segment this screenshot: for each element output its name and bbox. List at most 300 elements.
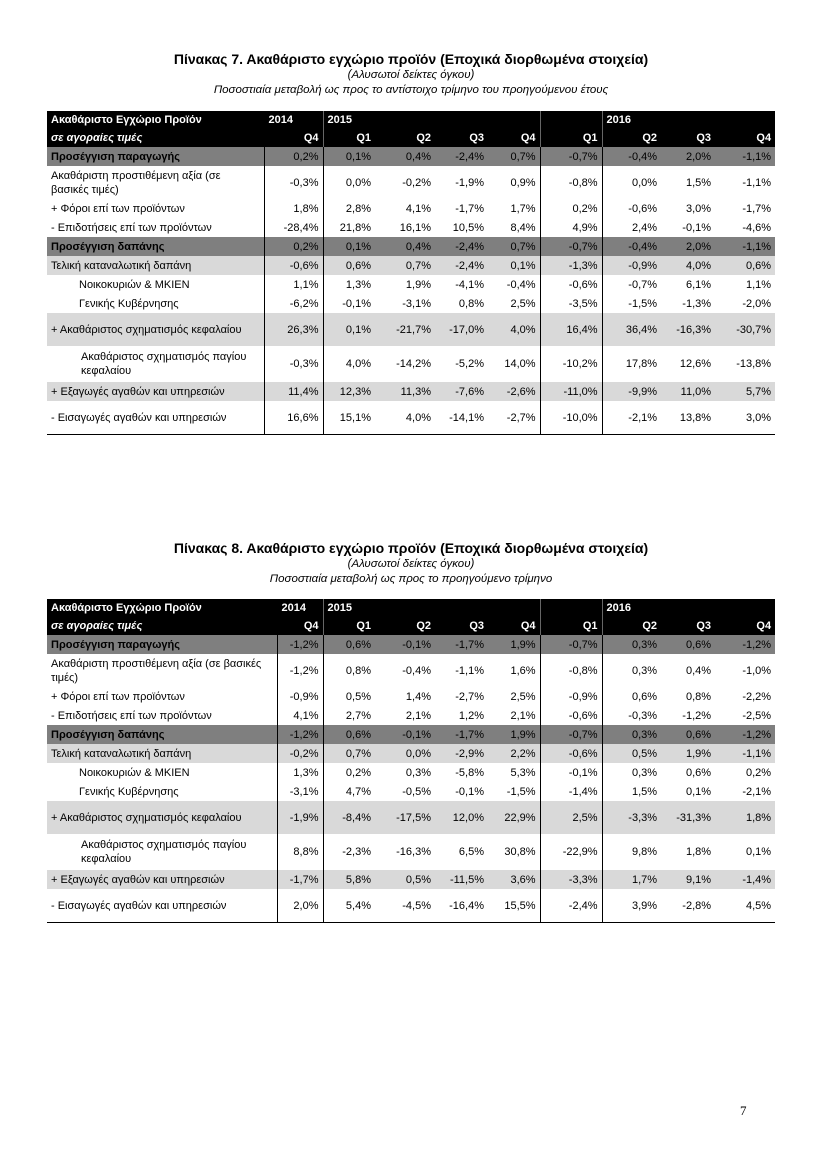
cell-value: 4,1% [375, 199, 435, 218]
cell-value: -5,8% [435, 763, 488, 782]
cell-value: 1,3% [323, 275, 375, 294]
cell-value: 6,1% [661, 275, 715, 294]
cell-value: 1,1% [715, 275, 775, 294]
header-row-years [47, 599, 775, 617]
cell-value: -3,3% [540, 870, 602, 889]
table-row-imports [47, 401, 775, 435]
cell-value: -0,8% [540, 166, 602, 199]
quarter-header: Q2 [602, 129, 661, 147]
cell-value: -2,2% [715, 687, 775, 706]
cell-value: -1,5% [488, 782, 540, 801]
cell-value: 0,7% [488, 147, 540, 166]
row-header-subtitle: σε αγοραίες τιμές [47, 129, 264, 147]
cell-value: 0,0% [375, 744, 435, 763]
cell-value: -0,6% [264, 256, 323, 275]
cell-value: 0,3% [602, 725, 661, 744]
table-8-subtitle-volume: (Αλυσωτοί δείκτες όγκου) [347, 558, 475, 570]
cell-value: 4,5% [715, 889, 775, 923]
cell-value: -2,1% [602, 401, 661, 435]
cell-value: -1,7% [277, 870, 323, 889]
cell-value: -2,8% [661, 889, 715, 923]
cell-value: 1,1% [264, 275, 323, 294]
cell-value: -10,2% [540, 346, 602, 382]
cell-value: 0,8% [661, 687, 715, 706]
cell-value: 0,4% [375, 147, 435, 166]
row-label: Τελική καταναλωτική δαπάνη [47, 744, 277, 763]
table-row-gross-capital-formation [47, 313, 775, 346]
cell-value: -1,2% [715, 635, 775, 654]
table-row-gross-fixed-capital-formation [47, 346, 775, 382]
quarter-header: Q1 [540, 129, 602, 147]
cell-value: 0,5% [375, 870, 435, 889]
cell-value: 4,0% [323, 346, 375, 382]
cell-value: 0,4% [375, 237, 435, 256]
cell-value: -11,0% [540, 382, 602, 401]
header-row-quarters [47, 129, 775, 147]
cell-value: -3,5% [540, 294, 602, 313]
table-8-section [47, 539, 775, 923]
cell-value: 0,5% [323, 687, 375, 706]
cell-value: -0,2% [277, 744, 323, 763]
cell-value: -1,2% [277, 635, 323, 654]
cell-value: -2,3% [323, 834, 375, 870]
cell-value: -0,1% [375, 635, 435, 654]
cell-value: -0,3% [264, 166, 323, 199]
cell-value: 5,4% [323, 889, 375, 923]
table-7-subtitle-volume: (Αλυσωτοί δείκτες όγκου) [347, 69, 475, 81]
cell-value: 0,0% [602, 166, 661, 199]
quarter-header: Q1 [323, 129, 375, 147]
cell-value: 0,1% [715, 834, 775, 870]
cell-value: -21,7% [375, 313, 435, 346]
cell-value: -0,9% [602, 256, 661, 275]
cell-value: -17,5% [375, 801, 435, 834]
cell-value: 3,9% [602, 889, 661, 923]
cell-value: 2,0% [277, 889, 323, 923]
cell-value: 30,8% [488, 834, 540, 870]
table-row-taxes-on-products [47, 687, 775, 706]
cell-value: -9,9% [602, 382, 661, 401]
cell-value: 0,1% [661, 782, 715, 801]
cell-value: -1,1% [715, 237, 775, 256]
cell-value: 1,8% [264, 199, 323, 218]
cell-value: -1,9% [435, 166, 488, 199]
row-label: Προσέγγιση δαπάνης [47, 725, 277, 744]
table-row-exports [47, 870, 775, 889]
row-label: - Εισαγωγές αγαθών και υπηρεσιών [47, 401, 264, 435]
cell-value: -2,4% [435, 237, 488, 256]
cell-value: 0,7% [375, 256, 435, 275]
row-label: Ακαθάριστος σχηματισμός παγίου κεφαλαίου [47, 834, 277, 870]
cell-value: -0,4% [488, 275, 540, 294]
cell-value: -0,1% [540, 763, 602, 782]
table-7-title: Πίνακας 7. Ακαθάριστο εγχώριο προϊόν (Εποχικά διορθωμένα στοιχεία) [173, 51, 649, 67]
row-label: + Ακαθάριστος σχηματισμός κεφαλαίου [47, 313, 264, 346]
cell-value: -17,0% [435, 313, 488, 346]
cell-value: 0,2% [264, 147, 323, 166]
cell-value: 0,6% [661, 725, 715, 744]
cell-value: -2,7% [488, 401, 540, 435]
cell-value: 1,9% [375, 275, 435, 294]
table-row-final-consumption [47, 744, 775, 763]
cell-value: -2,4% [540, 889, 602, 923]
cell-value: 4,0% [375, 401, 435, 435]
cell-value: 0,7% [488, 237, 540, 256]
cell-value: -5,2% [435, 346, 488, 382]
row-label: Νοικοκυριών & ΜΚΙΕΝ [47, 275, 264, 294]
cell-value: 1,8% [715, 801, 775, 834]
table-8 [47, 599, 775, 923]
cell-value: 2,5% [540, 801, 602, 834]
cell-value: 0,6% [661, 635, 715, 654]
cell-value: -0,4% [602, 237, 661, 256]
cell-value: 2,7% [323, 706, 375, 725]
cell-value: 0,6% [715, 256, 775, 275]
cell-value: 2,0% [661, 237, 715, 256]
cell-value: -1,2% [661, 706, 715, 725]
row-label: Ακαθάριστη προστιθέμενη αξία (σε βασικές τιμές) [47, 654, 277, 687]
cell-value: 0,3% [375, 763, 435, 782]
year-2014: 2014 [277, 599, 323, 617]
cell-value: 0,1% [488, 256, 540, 275]
row-label: Γενικής Κυβέρνησης [47, 782, 277, 801]
cell-value: -0,7% [540, 237, 602, 256]
cell-value: 1,8% [661, 834, 715, 870]
cell-value: 0,3% [602, 763, 661, 782]
cell-value: 5,8% [323, 870, 375, 889]
cell-value: -0,9% [277, 687, 323, 706]
cell-value: -0,7% [540, 635, 602, 654]
cell-value: -2,4% [435, 256, 488, 275]
cell-value: 4,1% [277, 706, 323, 725]
cell-value: -0,4% [602, 147, 661, 166]
cell-value: 9,8% [602, 834, 661, 870]
cell-value: -1,3% [661, 294, 715, 313]
quarter-header: Q4 [488, 617, 540, 635]
cell-value: -4,1% [435, 275, 488, 294]
row-label: - Επιδοτήσεις επί των προϊόντων [47, 706, 277, 725]
cell-value: -1,7% [435, 199, 488, 218]
cell-value: -2,0% [715, 294, 775, 313]
year-2016-spacer [540, 599, 602, 617]
table-row-subsidies-on-products [47, 218, 775, 237]
cell-value: 5,3% [488, 763, 540, 782]
quarter-header: Q2 [375, 617, 435, 635]
table-7-section [47, 50, 775, 435]
table-row-households-npish [47, 763, 775, 782]
table-row-gross-value-added [47, 654, 775, 687]
cell-value: -1,0% [715, 654, 775, 687]
cell-value: -6,2% [264, 294, 323, 313]
cell-value: 6,5% [435, 834, 488, 870]
cell-value: -1,2% [277, 725, 323, 744]
table-row-imports [47, 889, 775, 923]
header-row-years [47, 111, 775, 129]
cell-value: 2,1% [488, 706, 540, 725]
cell-value: -14,2% [375, 346, 435, 382]
cell-value: 1,5% [602, 782, 661, 801]
cell-value: -1,2% [715, 725, 775, 744]
cell-value: 0,6% [323, 725, 375, 744]
cell-value: -14,1% [435, 401, 488, 435]
cell-value: 0,4% [661, 654, 715, 687]
quarter-header: Q4 [277, 617, 323, 635]
cell-value: 9,1% [661, 870, 715, 889]
table-8-title: Πίνακας 8. Ακαθάριστο εγχώριο προϊόν (Εποχικά διορθωμένα στοιχεία) [173, 540, 649, 556]
cell-value: 1,9% [661, 744, 715, 763]
cell-value: -1,7% [435, 725, 488, 744]
quarter-header: Q2 [375, 129, 435, 147]
cell-value: 2,5% [488, 687, 540, 706]
cell-value: 3,0% [661, 199, 715, 218]
table-7 [47, 111, 775, 435]
quarter-header: Q1 [323, 617, 375, 635]
cell-value: -13,8% [715, 346, 775, 382]
table-row-general-government [47, 294, 775, 313]
table-8-subtitle-change: Ποσοστιαία μεταβολή ως προς το προηγούμενο τρίμηνο [269, 573, 553, 585]
cell-value: -1,1% [715, 744, 775, 763]
table-row-households-npish [47, 275, 775, 294]
cell-value: -16,4% [435, 889, 488, 923]
cell-value: 4,7% [323, 782, 375, 801]
cell-value: 16,1% [375, 218, 435, 237]
cell-value: 3,6% [488, 870, 540, 889]
cell-value: -28,4% [264, 218, 323, 237]
cell-value: 2,5% [488, 294, 540, 313]
cell-value: -0,1% [661, 218, 715, 237]
cell-value: -0,9% [540, 687, 602, 706]
cell-value: -2,4% [435, 147, 488, 166]
cell-value: 2,8% [323, 199, 375, 218]
cell-value: -0,6% [540, 275, 602, 294]
cell-value: 14,0% [488, 346, 540, 382]
cell-value: 0,2% [323, 763, 375, 782]
year-2015: 2015 [323, 599, 540, 617]
cell-value: -1,9% [277, 801, 323, 834]
cell-value: 4,0% [488, 313, 540, 346]
cell-value: 0,6% [323, 635, 375, 654]
cell-value: -0,1% [375, 725, 435, 744]
row-label: Τελική καταναλωτική δαπάνη [47, 256, 264, 275]
cell-value: 10,5% [435, 218, 488, 237]
cell-value: 1,7% [602, 870, 661, 889]
cell-value: 0,8% [435, 294, 488, 313]
row-label: - Επιδοτήσεις επί των προϊόντων [47, 218, 264, 237]
quarter-header: Q4 [715, 617, 775, 635]
cell-value: 11,0% [661, 382, 715, 401]
cell-value: 0,7% [323, 744, 375, 763]
row-label: Προσέγγιση παραγωγής [47, 635, 277, 654]
cell-value: 8,4% [488, 218, 540, 237]
cell-value: 0,1% [323, 147, 375, 166]
quarter-header: Q3 [661, 129, 715, 147]
cell-value: 12,3% [323, 382, 375, 401]
cell-value: -2,5% [715, 706, 775, 725]
cell-value: -7,6% [435, 382, 488, 401]
cell-value: 17,8% [602, 346, 661, 382]
cell-value: -1,1% [715, 147, 775, 166]
cell-value: -0,5% [375, 782, 435, 801]
cell-value: 8,8% [277, 834, 323, 870]
row-label: + Εξαγωγές αγαθών και υπηρεσιών [47, 382, 264, 401]
table-row-taxes-on-products [47, 199, 775, 218]
table-row-production-approach [47, 147, 775, 166]
cell-value: -1,5% [602, 294, 661, 313]
cell-value: 16,6% [264, 401, 323, 435]
year-2014: 2014 [264, 111, 323, 129]
year-2015: 2015 [323, 111, 540, 129]
cell-value: 0,1% [323, 237, 375, 256]
cell-value: 26,3% [264, 313, 323, 346]
quarter-header: Q2 [602, 617, 661, 635]
cell-value: -3,1% [277, 782, 323, 801]
cell-value: 0,6% [661, 763, 715, 782]
cell-value: -2,9% [435, 744, 488, 763]
row-label: Προσέγγιση δαπάνης [47, 237, 264, 256]
cell-value: 13,8% [661, 401, 715, 435]
cell-value: 0,5% [602, 744, 661, 763]
cell-value: -10,0% [540, 401, 602, 435]
cell-value: 15,5% [488, 889, 540, 923]
header-row-quarters [47, 617, 775, 635]
cell-value: 1,5% [661, 166, 715, 199]
table-row-production-approach [47, 635, 775, 654]
cell-value: -30,7% [715, 313, 775, 346]
cell-value: 1,3% [277, 763, 323, 782]
cell-value: 11,3% [375, 382, 435, 401]
cell-value: -1,7% [715, 199, 775, 218]
cell-value: 1,9% [488, 725, 540, 744]
cell-value: 1,6% [488, 654, 540, 687]
table-row-final-consumption [47, 256, 775, 275]
cell-value: -0,6% [540, 744, 602, 763]
cell-value: 12,6% [661, 346, 715, 382]
cell-value: 2,4% [602, 218, 661, 237]
quarter-header: Q3 [435, 617, 488, 635]
row-label: + Ακαθάριστος σχηματισμός κεφαλαίου [47, 801, 277, 834]
cell-value: -22,9% [540, 834, 602, 870]
cell-value: -4,6% [715, 218, 775, 237]
table-row-general-government [47, 782, 775, 801]
cell-value: 1,2% [435, 706, 488, 725]
table-row-exports [47, 382, 775, 401]
cell-value: 4,0% [661, 256, 715, 275]
row-label: Ακαθάριστη προστιθέμενη αξία (σε βασικές τιμές) [47, 166, 264, 199]
cell-value: -31,3% [661, 801, 715, 834]
cell-value: -1,1% [715, 166, 775, 199]
cell-value: 0,0% [323, 166, 375, 199]
cell-value: 15,1% [323, 401, 375, 435]
cell-value: 2,0% [661, 147, 715, 166]
cell-value: 3,0% [715, 401, 775, 435]
table-row-gross-value-added [47, 166, 775, 199]
table-row-gross-capital-formation [47, 801, 775, 834]
cell-value: 5,7% [715, 382, 775, 401]
page-number: 7 [740, 1103, 747, 1118]
cell-value: -0,8% [540, 654, 602, 687]
cell-value: -0,3% [264, 346, 323, 382]
cell-value: 4,9% [540, 218, 602, 237]
cell-value: -1,1% [435, 654, 488, 687]
cell-value: 1,4% [375, 687, 435, 706]
quarter-header: Q4 [715, 129, 775, 147]
year-2016: 2016 [602, 111, 775, 129]
cell-value: -1,3% [540, 256, 602, 275]
row-header-subtitle: σε αγοραίες τιμές [47, 617, 277, 635]
cell-value: 0,3% [602, 635, 661, 654]
quarter-header: Q3 [435, 129, 488, 147]
cell-value: -0,2% [375, 166, 435, 199]
year-2016-spacer [540, 111, 602, 129]
year-2016: 2016 [602, 599, 775, 617]
cell-value: 36,4% [602, 313, 661, 346]
cell-value: 0,1% [323, 313, 375, 346]
table-row-gross-fixed-capital-formation [47, 834, 775, 870]
row-label: Ακαθάριστος σχηματισμός παγίου κεφαλαίου [47, 346, 264, 382]
cell-value: -0,7% [540, 725, 602, 744]
cell-value: -0,1% [323, 294, 375, 313]
cell-value: 0,2% [540, 199, 602, 218]
cell-value: 0,9% [488, 166, 540, 199]
row-header-title: Ακαθάριστο Εγχώριο Προϊόν [47, 599, 277, 617]
cell-value: 22,9% [488, 801, 540, 834]
cell-value: -0,1% [435, 782, 488, 801]
cell-value: -0,7% [540, 147, 602, 166]
row-label: Γενικής Κυβέρνησης [47, 294, 264, 313]
row-label: + Εξαγωγές αγαθών και υπηρεσιών [47, 870, 277, 889]
cell-value: -1,2% [277, 654, 323, 687]
row-label: + Φόροι επί των προϊόντων [47, 687, 277, 706]
cell-value: -1,7% [435, 635, 488, 654]
cell-value: -3,1% [375, 294, 435, 313]
cell-value: 12,0% [435, 801, 488, 834]
cell-value: 0,6% [323, 256, 375, 275]
cell-value: -1,4% [715, 870, 775, 889]
quarter-header: Q4 [488, 129, 540, 147]
cell-value: -2,1% [715, 782, 775, 801]
cell-value: -0,6% [540, 706, 602, 725]
quarter-header: Q3 [661, 617, 715, 635]
cell-value: 1,7% [488, 199, 540, 218]
table-row-subsidies-on-products [47, 706, 775, 725]
cell-value: -2,7% [435, 687, 488, 706]
cell-value: -11,5% [435, 870, 488, 889]
cell-value: 0,8% [323, 654, 375, 687]
cell-value: -0,4% [375, 654, 435, 687]
cell-value: 11,4% [264, 382, 323, 401]
cell-value: -0,7% [602, 275, 661, 294]
row-label: Νοικοκυριών & ΜΚΙΕΝ [47, 763, 277, 782]
table-row-expenditure-approach [47, 725, 775, 744]
cell-value: -8,4% [323, 801, 375, 834]
quarter-header: Q1 [540, 617, 602, 635]
table-7-subtitle-change: Ποσοστιαία μεταβολή ως προς το αντίστοιχο τρίμηνο του προηγούμενου έτους [213, 84, 609, 96]
cell-value: 0,6% [602, 687, 661, 706]
cell-value: 0,2% [715, 763, 775, 782]
cell-value: 2,2% [488, 744, 540, 763]
cell-value: -2,6% [488, 382, 540, 401]
row-label: - Εισαγωγές αγαθών και υπηρεσιών [47, 889, 277, 923]
cell-value: -0,3% [602, 706, 661, 725]
row-label: + Φόροι επί των προϊόντων [47, 199, 264, 218]
cell-value: -4,5% [375, 889, 435, 923]
cell-value: 1,9% [488, 635, 540, 654]
quarter-header: Q4 [264, 129, 323, 147]
table-row-expenditure-approach [47, 237, 775, 256]
cell-value: 21,8% [323, 218, 375, 237]
cell-value: -16,3% [661, 313, 715, 346]
cell-value: -3,3% [602, 801, 661, 834]
